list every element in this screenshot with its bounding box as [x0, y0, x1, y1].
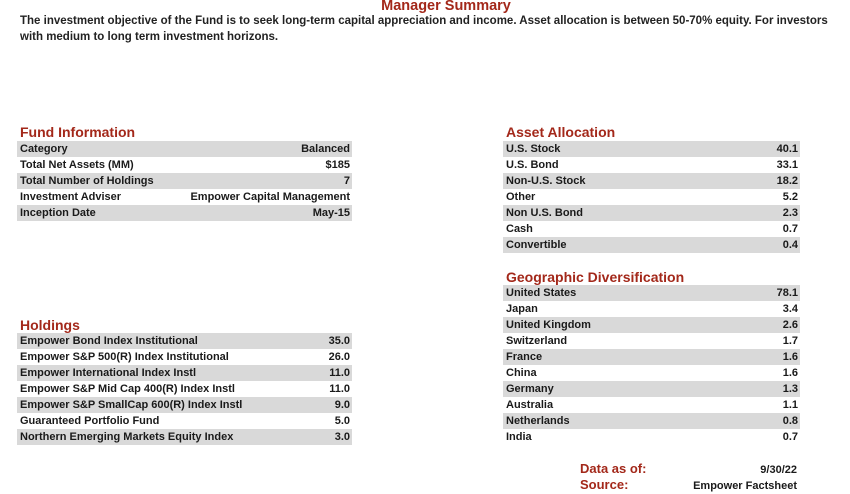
table-row	[503, 189, 800, 205]
table-row	[17, 429, 352, 445]
row-value: May-15	[312, 207, 350, 219]
row-value: 2.3	[782, 207, 798, 219]
page-title: Manager Summary	[381, 0, 511, 14]
row-value: 1.6	[782, 367, 798, 379]
row-value: $185	[325, 159, 350, 171]
row-value: 5.0	[334, 415, 350, 427]
table-row	[17, 365, 352, 381]
row-value: 0.7	[782, 223, 798, 235]
table-row	[503, 365, 800, 381]
data-as-of-label: Data as of:	[580, 461, 647, 476]
row-value: 1.3	[782, 383, 798, 395]
table-row	[503, 205, 800, 221]
row-label: Empower S&P 500(R) Index Institutional	[20, 351, 229, 363]
row-value: 1.6	[782, 351, 798, 363]
row-label: Empower S&P SmallCap 600(R) Index Instl	[20, 399, 243, 411]
row-label: Non-U.S. Stock	[506, 175, 586, 187]
row-label: Convertible	[506, 239, 567, 251]
row-label: Total Net Assets (MM)	[20, 159, 134, 171]
fund-information-table	[17, 141, 352, 221]
row-label: France	[506, 351, 543, 363]
table-row	[17, 141, 352, 157]
row-value: 0.7	[782, 431, 798, 443]
row-label: United Kingdom	[506, 319, 591, 331]
row-label: U.S. Bond	[506, 159, 559, 171]
row-label: Other	[506, 191, 536, 203]
table-row	[503, 221, 800, 237]
row-value: 2.6	[782, 319, 798, 331]
investment-objective: The investment objective of the Fund is to seek long-term capital appreciation and income. Asset allocation is between 50-70% equity. For investors with medium to long term investment horizons.	[20, 15, 828, 43]
row-value: 0.8	[782, 415, 798, 427]
row-label: Empower International Index Instl	[20, 367, 197, 379]
row-value: 33.1	[776, 159, 798, 171]
fund-information-heading: Fund Information	[20, 124, 136, 140]
row-label: Cash	[506, 223, 533, 235]
row-label: Non U.S. Bond	[506, 207, 583, 219]
row-value: 18.2	[776, 175, 798, 187]
table-row	[503, 157, 800, 173]
table-row	[503, 381, 800, 397]
geographic-diversification-heading: Geographic Diversification	[506, 269, 685, 285]
table-row	[503, 397, 800, 413]
table-row	[17, 157, 352, 173]
row-value: 5.2	[782, 191, 798, 203]
row-value: 3.4	[782, 303, 798, 315]
table-row	[503, 317, 800, 333]
row-value: 78.1	[776, 287, 798, 299]
row-label: Empower S&P Mid Cap 400(R) Index Instl	[20, 383, 235, 395]
row-value: 40.1	[776, 143, 798, 155]
table-row	[503, 429, 800, 445]
row-value: 9.0	[334, 399, 350, 411]
row-value: 3.0	[334, 431, 350, 443]
row-label: Netherlands	[506, 415, 570, 427]
row-value: 7	[343, 175, 350, 187]
row-label: U.S. Stock	[506, 143, 561, 155]
row-value: 0.4	[782, 239, 798, 251]
source-value: Empower Factsheet	[693, 480, 797, 492]
table-row	[503, 349, 800, 365]
row-label: United States	[506, 287, 577, 299]
row-value: 26.0	[328, 351, 350, 363]
holdings-table	[17, 333, 352, 445]
row-label: India	[506, 431, 532, 443]
asset-allocation-heading: Asset Allocation	[506, 124, 616, 140]
table-row	[503, 333, 800, 349]
row-label: Switzerland	[506, 335, 568, 347]
table-row	[503, 301, 800, 317]
table-row	[503, 413, 800, 429]
row-value: 1.1	[782, 399, 798, 411]
row-label: Japan	[506, 303, 538, 315]
table-row	[17, 173, 352, 189]
row-label: Guaranteed Portfolio Fund	[20, 415, 160, 427]
row-value: Balanced	[301, 143, 350, 155]
row-label: Empower Bond Index Institutional	[20, 335, 198, 347]
table-row	[503, 237, 800, 253]
row-label: China	[506, 367, 537, 379]
data-as-of-value: 9/30/22	[760, 464, 797, 476]
row-value: Empower Capital Management	[190, 191, 350, 203]
row-value: 35.0	[328, 335, 350, 347]
row-label: Northern Emerging Markets Equity Index	[20, 431, 234, 443]
table-row	[17, 413, 352, 429]
row-label: Investment Adviser	[20, 191, 122, 203]
table-row	[503, 285, 800, 301]
geographic-diversification-table	[503, 285, 800, 445]
table-row	[17, 333, 352, 349]
row-value: 11.0	[329, 383, 350, 395]
table-row	[17, 205, 352, 221]
table-row	[503, 173, 800, 189]
row-value: 11.0	[329, 367, 350, 379]
table-row	[17, 397, 352, 413]
table-row	[17, 349, 352, 365]
table-row	[17, 189, 352, 205]
row-label: Germany	[506, 383, 554, 395]
row-label: Australia	[506, 399, 554, 411]
source-label: Source:	[580, 477, 629, 492]
row-label: Total Number of Holdings	[20, 175, 154, 187]
row-label: Category	[20, 143, 68, 155]
row-value: 1.7	[782, 335, 798, 347]
table-row	[17, 381, 352, 397]
holdings-heading: Holdings	[20, 317, 80, 333]
row-label: Inception Date	[20, 207, 96, 219]
asset-allocation-table	[503, 141, 800, 253]
table-row	[503, 141, 800, 157]
